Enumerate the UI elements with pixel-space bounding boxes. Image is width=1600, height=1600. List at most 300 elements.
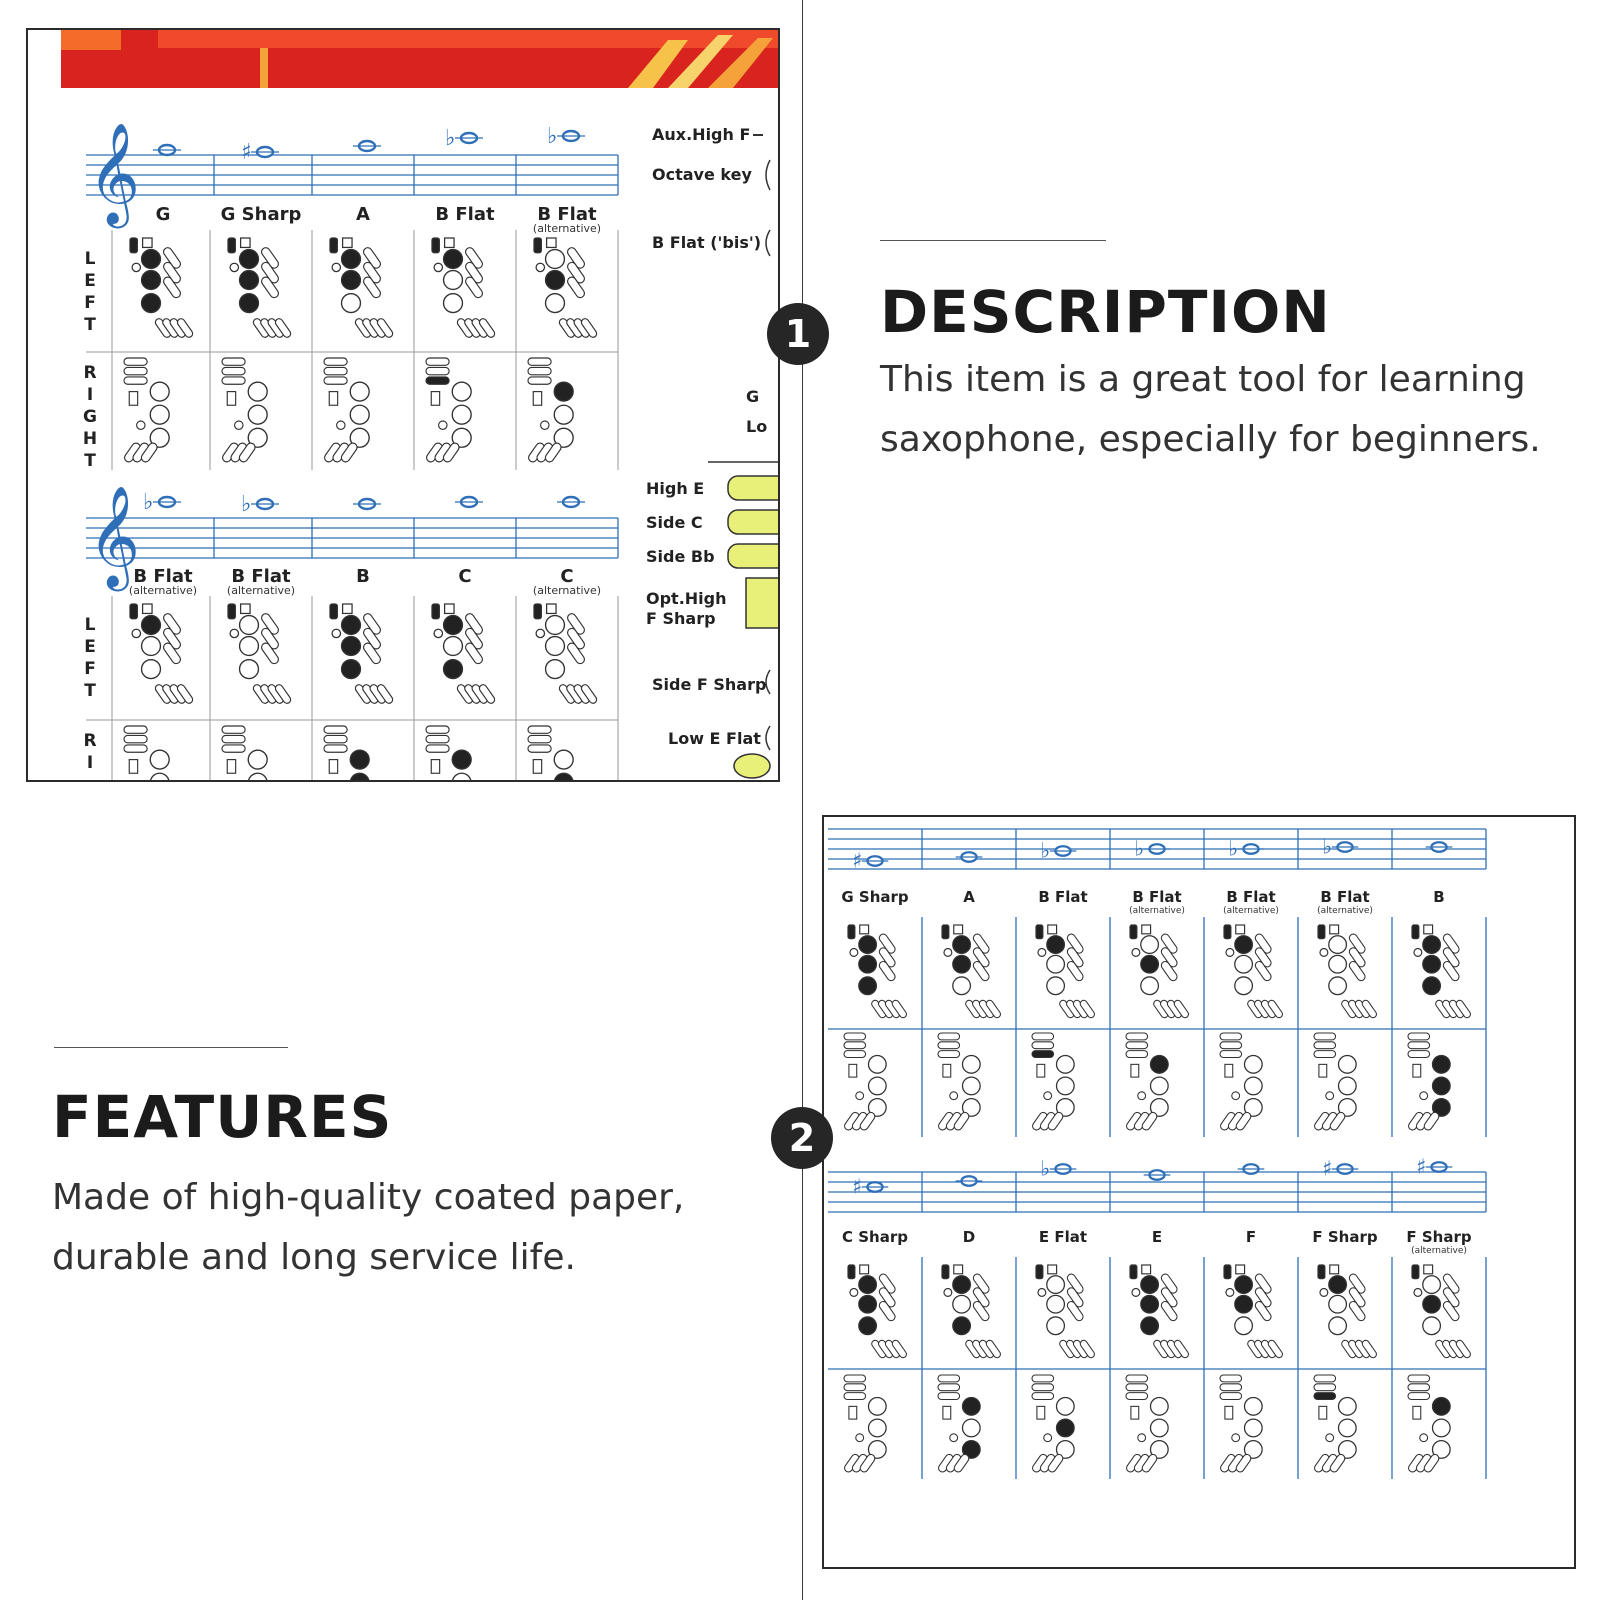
side-key — [1032, 1375, 1054, 1382]
note-head — [153, 145, 181, 155]
finger-key-1 — [240, 616, 259, 635]
right-hand-keys — [123, 726, 169, 780]
right-hand-keys — [527, 358, 573, 464]
side-key — [222, 377, 245, 384]
finger-key-4 — [869, 1056, 887, 1074]
sharp-icon: ♯ — [852, 1174, 863, 1199]
side-key — [528, 367, 551, 374]
fingering-chart-overview — [824, 817, 1574, 1567]
octave-key — [1036, 925, 1043, 939]
bis-key — [1226, 949, 1234, 957]
note-head — [1426, 842, 1453, 852]
finger-key-2 — [1329, 955, 1347, 973]
note-head — [445, 126, 483, 151]
side-key — [1314, 1033, 1336, 1040]
side-key — [124, 377, 147, 384]
side-key — [1220, 1393, 1242, 1400]
finger-key-3 — [240, 294, 259, 313]
finger-key-3 — [953, 1317, 971, 1335]
finger-key-5 — [869, 1419, 887, 1437]
finger-key-3 — [444, 660, 463, 679]
side-key — [844, 1051, 866, 1058]
note-head — [353, 141, 381, 151]
front-f-key — [1142, 1265, 1151, 1274]
side-key — [1032, 1042, 1054, 1049]
finger-key-3 — [859, 977, 877, 995]
bis-key — [1320, 949, 1328, 957]
key-label: G — [746, 387, 760, 406]
front-f-key — [445, 604, 454, 613]
finger-key-3 — [546, 660, 565, 679]
finger-key-4 — [869, 1398, 887, 1416]
finger-key-1 — [1047, 936, 1065, 954]
side-key — [1126, 1051, 1148, 1058]
finger-key-3 — [1329, 977, 1347, 995]
front-f-key — [954, 1265, 963, 1274]
note-sublabel: (alternative) — [1317, 906, 1373, 916]
side-key — [324, 726, 347, 733]
finger-key-4 — [1339, 1398, 1357, 1416]
red-banner — [61, 30, 778, 88]
finger-key-1 — [342, 250, 361, 269]
octave-key-outline — [766, 160, 770, 190]
finger-key-5 — [554, 405, 573, 424]
side-bb-key — [1044, 1434, 1052, 1442]
note-head — [1040, 1157, 1076, 1181]
side-key — [844, 1042, 866, 1049]
f-sharp-key — [1037, 1064, 1045, 1077]
bis-key — [230, 629, 238, 637]
left-hand-keys — [942, 925, 1002, 1019]
note-head — [1228, 837, 1264, 861]
f-sharp-key — [533, 392, 541, 406]
right-hand-keys — [323, 726, 369, 780]
octave-key — [1036, 1265, 1043, 1279]
finger-key-5 — [554, 773, 573, 780]
left-hand-keys — [330, 604, 394, 705]
finger-key-3 — [1423, 977, 1441, 995]
f-sharp-key — [1413, 1064, 1421, 1077]
finger-key-5 — [248, 405, 267, 424]
note-sublabel: (alternative) — [226, 584, 296, 597]
finger-key-3 — [1235, 1317, 1253, 1335]
side-key — [528, 726, 551, 733]
f-sharp-key — [1131, 1064, 1139, 1077]
finger-key-2 — [444, 637, 463, 656]
finger-key-4 — [554, 382, 573, 401]
finger-key-2 — [142, 637, 161, 656]
key-label: Side C — [646, 513, 703, 532]
right-hand-keys — [937, 1033, 980, 1131]
finger-key-4 — [150, 382, 169, 401]
side-bb-key — [439, 421, 447, 429]
features-title: FEATURES — [52, 1083, 393, 1151]
side-key — [938, 1033, 960, 1040]
right-hand-keys — [527, 726, 573, 780]
flat-icon: ♭ — [241, 492, 252, 517]
side-key — [222, 726, 245, 733]
finger-key-2 — [546, 271, 565, 290]
finger-key-3 — [444, 294, 463, 313]
finger-key-5 — [1433, 1077, 1451, 1095]
side-bb-key — [1326, 1092, 1334, 1100]
side-key — [1032, 1384, 1054, 1391]
side-key — [1220, 1051, 1242, 1058]
side-key — [426, 358, 449, 365]
finger-key-2 — [1423, 955, 1441, 973]
bis-key — [1414, 1289, 1422, 1297]
highlighted-key — [728, 476, 778, 500]
finger-key-3 — [953, 977, 971, 995]
finger-key-5 — [963, 1077, 981, 1095]
right-hand-keys — [1031, 1033, 1074, 1131]
finger-key-5 — [1245, 1419, 1263, 1437]
side-key — [844, 1384, 866, 1391]
octave-key — [534, 238, 541, 253]
octave-key — [1412, 925, 1419, 939]
finger-key-5 — [150, 405, 169, 424]
finger-key-5 — [1433, 1419, 1451, 1437]
highlighted-key — [728, 544, 778, 568]
staff-row-2 — [828, 1155, 1486, 1479]
flat-icon: ♭ — [1040, 1156, 1051, 1181]
f-sharp-key — [1319, 1406, 1327, 1419]
left-hand-keys — [432, 604, 496, 705]
octave-key — [1224, 925, 1231, 939]
finger-key-4 — [1057, 1056, 1075, 1074]
side-key — [222, 745, 245, 752]
side-key — [124, 367, 147, 374]
finger-key-3 — [1329, 1317, 1347, 1335]
finger-key-2 — [1235, 955, 1253, 973]
finger-key-5 — [452, 405, 471, 424]
side-key — [1032, 1033, 1054, 1040]
note-head — [547, 124, 585, 149]
side-key — [1408, 1042, 1430, 1049]
finger-key-5 — [350, 405, 369, 424]
finger-key-3 — [1235, 977, 1253, 995]
finger-key-2 — [859, 955, 877, 973]
flat-icon: ♭ — [1322, 834, 1333, 859]
note-label: F Sharp — [1312, 1228, 1378, 1246]
note-sublabel: (alternative) — [128, 584, 198, 597]
octave-key — [1130, 1265, 1137, 1279]
key-label: F Sharp — [646, 609, 716, 628]
key-label: High E — [646, 479, 705, 498]
finger-key-2 — [1141, 1295, 1159, 1313]
finger-key-4 — [452, 382, 471, 401]
octave-key — [942, 925, 949, 939]
hand-letter: T — [84, 451, 96, 471]
bis-key — [434, 263, 442, 271]
front-f-key — [547, 604, 556, 613]
sharp-icon: ♯ — [1322, 1156, 1333, 1181]
key-label: Side Bb — [646, 547, 715, 566]
side-key — [1126, 1384, 1148, 1391]
octave-key — [534, 604, 541, 619]
left-hand-keys — [1130, 925, 1190, 1019]
side-key — [1220, 1042, 1242, 1049]
finger-key-1 — [859, 1276, 877, 1294]
sharp-icon: ♯ — [852, 848, 863, 873]
side-key — [938, 1042, 960, 1049]
finger-key-3 — [1141, 1317, 1159, 1335]
note-sublabel: (alternative) — [532, 584, 602, 597]
note-label: D — [962, 1228, 976, 1246]
finger-key-1 — [1235, 936, 1253, 954]
octave-key — [848, 925, 855, 939]
description-rule — [880, 240, 1106, 241]
step-badge-2: 2 — [771, 1107, 833, 1169]
f-sharp-key — [1037, 1406, 1045, 1419]
octave-key — [130, 604, 137, 619]
finger-key-2 — [953, 955, 971, 973]
bis-key — [132, 263, 140, 271]
left-hand-keys — [848, 1265, 908, 1359]
note-sublabel: (alternative) — [532, 222, 602, 235]
octave-key — [432, 604, 439, 619]
side-key — [124, 358, 147, 365]
finger-key-1 — [546, 616, 565, 635]
f-sharp-key — [1225, 1064, 1233, 1077]
description-text: This item is a great tool for learning saxophone, especially for beginners. — [880, 359, 1541, 460]
finger-key-3 — [859, 1317, 877, 1335]
finger-key-5 — [350, 773, 369, 780]
finger-key-2 — [1047, 1295, 1065, 1313]
bis-key-outline — [766, 230, 770, 256]
highlighted-key — [734, 754, 770, 778]
note-label: B Flat — [1038, 888, 1088, 906]
finger-key-2 — [1047, 955, 1065, 973]
octave-key — [432, 238, 439, 253]
side-key — [1314, 1042, 1336, 1049]
side-bb-key — [1044, 1092, 1052, 1100]
f-sharp-key — [129, 760, 137, 774]
hand-letter: G — [83, 407, 97, 427]
hand-letter: R — [83, 363, 97, 383]
finger-key-4 — [248, 382, 267, 401]
side-key — [124, 745, 147, 752]
f-sharp-key — [129, 392, 137, 406]
finger-key-5 — [248, 773, 267, 780]
octave-key — [848, 1265, 855, 1279]
finger-key-4 — [1057, 1398, 1075, 1416]
front-f-key — [1330, 925, 1339, 934]
side-bb-key — [1326, 1434, 1334, 1442]
key-label: Aux.High F — [652, 125, 751, 144]
finger-key-4 — [248, 750, 267, 769]
note-label: B Flat — [133, 566, 193, 587]
left-hand-keys — [1318, 925, 1378, 1019]
left-hand-keys — [534, 604, 598, 705]
note-label: B Flat — [435, 204, 495, 225]
features-text: Made of high-quality coated paper, durable and long service life. — [52, 1177, 685, 1278]
left-hand-keys — [942, 1265, 1002, 1359]
finger-key-5 — [150, 773, 169, 780]
fingering-chart-closeup — [28, 30, 778, 780]
left-hand-keys — [1036, 925, 1096, 1019]
vertical-divider — [802, 0, 803, 1600]
finger-key-2 — [444, 271, 463, 290]
bis-key — [536, 263, 544, 271]
finger-key-4 — [554, 750, 573, 769]
finger-key-1 — [342, 616, 361, 635]
note-head — [852, 1175, 888, 1199]
finger-key-5 — [963, 1419, 981, 1437]
note-label: B — [356, 566, 370, 587]
side-key — [1314, 1393, 1336, 1400]
side-key — [938, 1384, 960, 1391]
finger-key-1 — [953, 1276, 971, 1294]
f-sharp-key — [227, 392, 235, 406]
finger-key-5 — [1151, 1419, 1169, 1437]
note-label: E Flat — [1038, 1228, 1088, 1246]
side-key — [124, 726, 147, 733]
finger-key-4 — [150, 750, 169, 769]
staff-row-1 — [828, 829, 1486, 1137]
front-f-key — [1048, 925, 1057, 934]
side-key — [528, 377, 551, 384]
finger-key-3 — [342, 294, 361, 313]
side-key — [938, 1375, 960, 1382]
treble-clef-icon: 𝄞 — [88, 484, 141, 587]
finger-key-3 — [546, 294, 565, 313]
staff-row-1 — [83, 121, 618, 471]
flat-icon: ♭ — [445, 126, 456, 151]
left-hand-keys — [130, 604, 194, 705]
side-key — [1220, 1384, 1242, 1391]
bis-key — [1226, 1289, 1234, 1297]
octave-key — [228, 238, 235, 253]
note-label: C Sharp — [842, 1228, 908, 1246]
left-hand-keys — [1412, 1265, 1472, 1359]
hand-letter: I — [86, 753, 94, 773]
note-label: E — [1151, 1228, 1163, 1246]
note-head — [455, 497, 483, 507]
finger-key-3 — [1141, 977, 1159, 995]
finger-key-4 — [1339, 1056, 1357, 1074]
left-hand-keys — [1130, 1265, 1190, 1359]
bis-key — [944, 1289, 952, 1297]
side-key — [222, 735, 245, 742]
front-f-key — [1236, 1265, 1245, 1274]
finger-key-3 — [142, 294, 161, 313]
front-f-key — [241, 238, 250, 247]
right-hand-keys — [1313, 1033, 1356, 1131]
side-key — [324, 745, 347, 752]
bis-key — [132, 629, 140, 637]
side-key — [426, 745, 449, 752]
right-hand-keys — [1313, 1375, 1356, 1473]
left-hand-keys — [1318, 1265, 1378, 1359]
note-sublabel: (alternative) — [1223, 906, 1279, 916]
right-hand-keys — [425, 358, 471, 464]
hand-letter: E — [84, 271, 96, 291]
hand-letter: T — [84, 681, 96, 701]
side-key — [528, 735, 551, 742]
finger-key-2 — [953, 1295, 971, 1313]
side-key — [1126, 1393, 1148, 1400]
finger-key-1 — [953, 936, 971, 954]
note-head — [1322, 1157, 1358, 1181]
note-head — [1322, 835, 1358, 859]
note-label: F Sharp — [1406, 1228, 1472, 1246]
hand-letter: E — [84, 637, 96, 657]
side-key — [426, 367, 449, 374]
left-hand-keys — [1224, 1265, 1284, 1359]
side-key — [1032, 1393, 1054, 1400]
side-key — [528, 745, 551, 752]
side-key — [324, 377, 347, 384]
octave-key — [228, 604, 235, 619]
note-label: G Sharp — [220, 204, 302, 225]
octave-key — [1412, 1265, 1419, 1279]
right-hand-keys — [221, 726, 267, 780]
left-hand-keys — [1036, 1265, 1096, 1359]
side-key — [222, 358, 245, 365]
f-sharp-key — [943, 1406, 951, 1419]
octave-key — [330, 604, 337, 619]
highlighted-key — [728, 510, 778, 534]
finger-key-4 — [452, 750, 471, 769]
finger-key-2 — [1329, 1295, 1347, 1313]
left-hand-keys — [534, 238, 598, 339]
side-key — [938, 1051, 960, 1058]
right-hand-keys — [221, 358, 267, 464]
f-sharp-key — [1319, 1064, 1327, 1077]
finger-key-3 — [240, 660, 259, 679]
side-key — [426, 377, 449, 384]
front-f-key — [1330, 1265, 1339, 1274]
note-head — [1134, 837, 1170, 861]
finger-key-2 — [240, 637, 259, 656]
side-key — [1408, 1033, 1430, 1040]
f-sharp-key — [329, 760, 337, 774]
bis-key — [1414, 949, 1422, 957]
side-bb-key — [1420, 1434, 1428, 1442]
sharp-icon: ♯ — [241, 140, 252, 165]
side-f-sharp-outline — [766, 670, 770, 694]
front-f-key — [343, 604, 352, 613]
left-hand-keys — [330, 238, 394, 339]
finger-key-2 — [1423, 1295, 1441, 1313]
f-sharp-key — [227, 760, 235, 774]
right-hand-keys — [843, 1033, 886, 1131]
front-f-key — [241, 604, 250, 613]
note-head — [956, 1176, 983, 1186]
side-key — [1032, 1051, 1054, 1058]
side-key — [844, 1375, 866, 1382]
key-label: Opt.High — [646, 589, 727, 608]
side-key — [1314, 1375, 1336, 1382]
side-bb-key — [856, 1434, 864, 1442]
finger-key-2 — [859, 1295, 877, 1313]
hand-letter: L — [84, 615, 96, 635]
front-f-key — [1424, 1265, 1433, 1274]
front-f-key — [1142, 925, 1151, 934]
finger-key-5 — [1057, 1077, 1075, 1095]
finger-key-1 — [1329, 1276, 1347, 1294]
side-key — [844, 1393, 866, 1400]
staff-row-2 — [83, 484, 618, 780]
right-hand-keys — [1219, 1033, 1262, 1131]
side-key — [1126, 1042, 1148, 1049]
bis-key — [850, 949, 858, 957]
bis-key — [850, 1289, 858, 1297]
note-head — [143, 490, 181, 515]
note-head — [956, 852, 983, 862]
side-key — [426, 726, 449, 733]
